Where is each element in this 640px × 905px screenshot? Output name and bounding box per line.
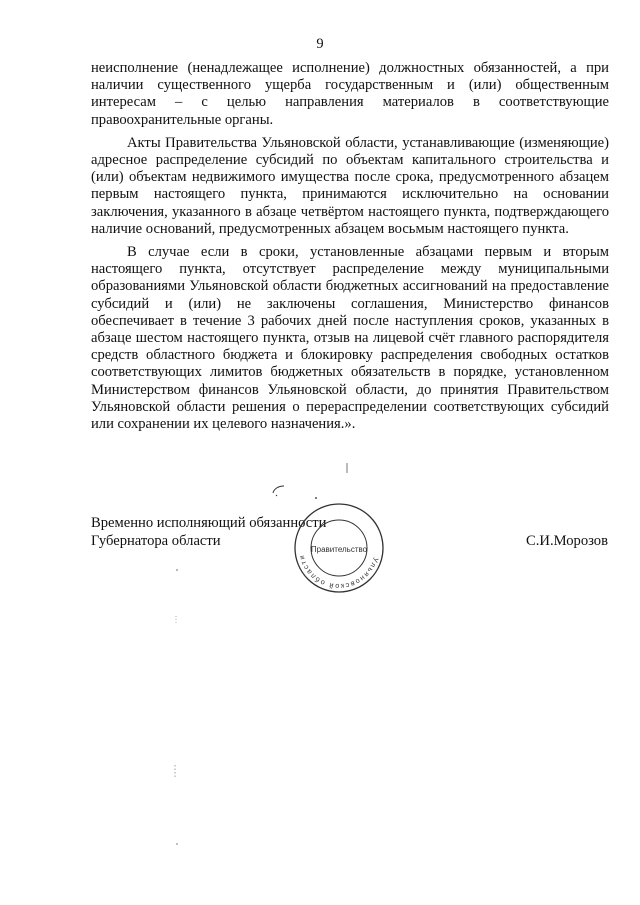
signature-mark: [270, 484, 290, 498]
signatory-name: С.И.Морозов: [526, 533, 608, 549]
paragraph-3: В случае если в сроки, установленные абзацами первым и вторым настоящего пункта, отсутствует распределение между муниципальными образованиями Ульяновской области бюджетных ассигнований на предоставление субсидий и (или) не заключены соглашения, Министерство финансов обеспечивает в течение 3 рабочих дней после наступления сроков, указанных в абзаце шестом настоящего пункта, отзыв на лицевой счёт главного распорядителя средств областного бюджета и блокировку распределения свободных остатков соответствующих лимитов бюджетных обязательств в порядке, установленном Министерством финансов Ульяновской области, до принятия Правительством Ульяновской области решения о перераспределении соответствующих субсидий или сохранении их целевого назначения.».: [91, 244, 609, 433]
signatory-title-line-1: Временно исполняющий обязанности: [91, 515, 327, 531]
scan-artifact-dot: [175, 566, 179, 574]
page-number: 9: [316, 36, 324, 52]
scan-artifact-dot: [175, 840, 179, 848]
paragraph-2: Акты Правительства Ульяновской области, устанавливающие (изменяющие) адресное распределение субсидий по объектам капитального строительства и (или) объектам недвижимого имущества после срока, предусмотренного абзацем первым настоящего пункта, принимаются исключительно на основании заключения, указанного в абзаце четвёртом настоящего пункта, подтверждающего наличие оснований, предусмотренных абзацем восьмым настоящего пункта.: [91, 134, 609, 237]
svg-text:Ульяновской области: [297, 553, 381, 591]
signatory-title: [91, 514, 326, 550]
official-seal-stamp: [293, 502, 385, 594]
paragraph-1: неисполнение (ненадлежащее исполнение) должностных обязанностей, а при наличии существенного ущерба государственным и (или) общественным интересам – с целью направления материалов в соответствующие правоохранительные органы.: [91, 60, 609, 128]
scan-artifact-dot: [172, 764, 178, 778]
scan-artifact-dot: [174, 615, 178, 625]
seal-ring-text: Ульяновской области: [296, 553, 381, 592]
seal-center-text: Правительство: [310, 545, 368, 554]
document-body: [91, 60, 609, 439]
scan-artifact-dot: [313, 496, 319, 500]
signatory-title-line-2: Губернатора области: [91, 533, 221, 549]
scan-artifact-mark: [345, 462, 349, 474]
